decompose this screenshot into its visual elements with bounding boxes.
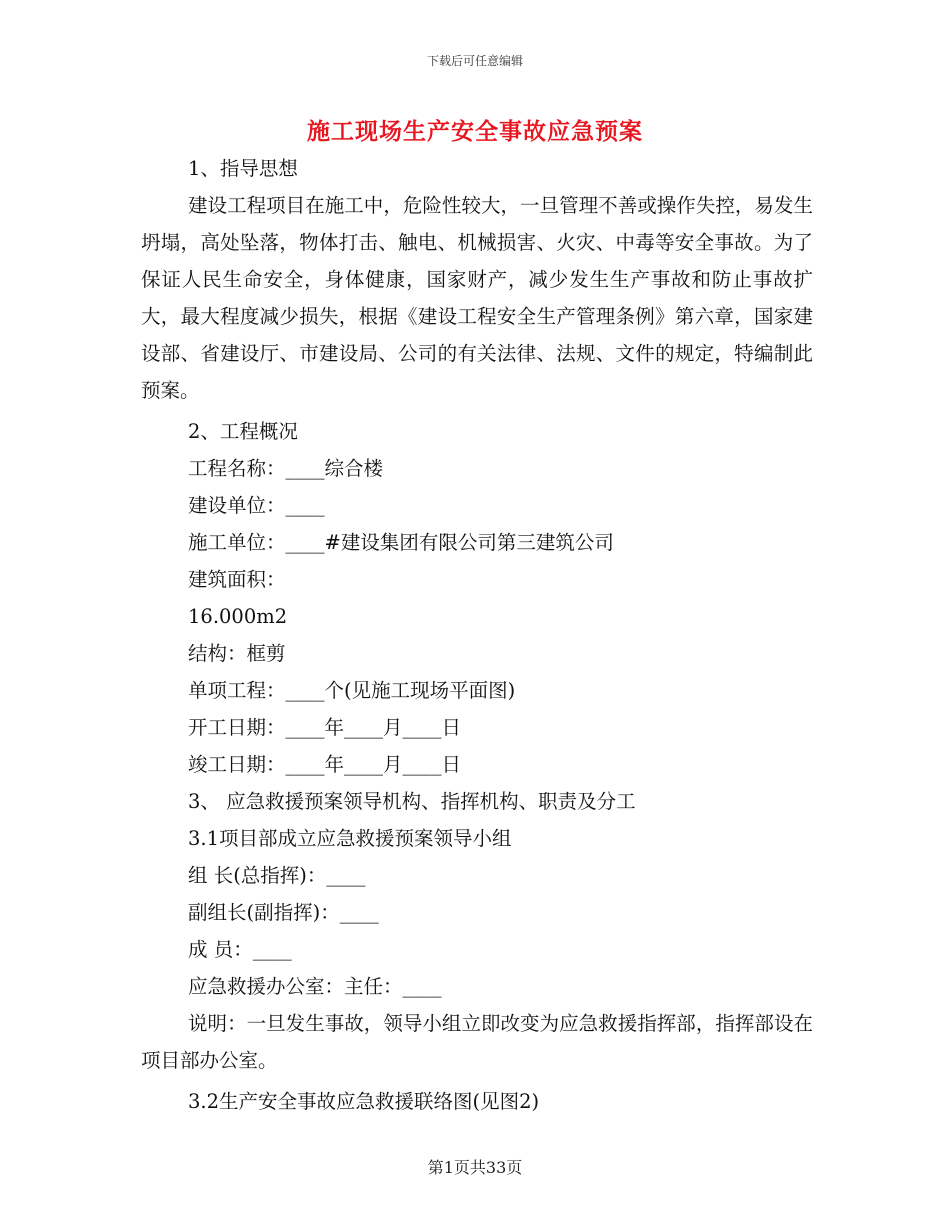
structure-field: 结构：框剪 xyxy=(188,642,286,665)
section-1-body: 建设工程项目在施工中，危险性较大，一旦管理不善或操作失控，易发生坍塌，高处坠落，物体打击、触电、机械损害、火灾、中毒等安全事故。为了保证人民生命安全，身体健康，国家财产，减少发生生产事故和防止事故扩大，最大程度减少损失，根据《建设工程安全生产管理条例》第六章，国家建设部、省建设厅、市建设局、公司的有关法律、法规、文件的规定，特编制此预案。 xyxy=(141,194,813,402)
document-body xyxy=(141,150,813,1120)
note-paragraph: 说明：一旦发生事故，领导小组立即改变为应急救援指挥部，指挥部设在项目部办公室。 xyxy=(141,1012,813,1072)
members-field: 成 员：____ xyxy=(188,938,292,961)
deputy-field: 副组长(副指挥)：____ xyxy=(188,901,379,924)
section-3-1-heading: 3.1项目部成立应急救援预案领导小组 xyxy=(188,827,512,850)
section-3-2-heading: 3.2生产安全事故应急救援联络图(见图2) xyxy=(188,1090,540,1113)
area-value: 16.000m2 xyxy=(188,605,288,628)
start-date-field: 开工日期：____年____月____日 xyxy=(188,716,462,739)
section-1-heading: 1、指导思想 xyxy=(188,157,298,180)
section-2-heading: 2、工程概况 xyxy=(188,420,298,443)
end-date-field: 竣工日期：____年____月____日 xyxy=(188,753,462,776)
office-field: 应急救援办公室：主任：____ xyxy=(188,975,442,998)
project-name-field: 工程名称：____综合楼 xyxy=(188,457,384,480)
area-label: 建筑面积： xyxy=(188,568,286,591)
contractor-field: 施工单位：____#建设集团有限公司第三建筑公司 xyxy=(188,531,614,554)
leader-field: 组 长(总指挥)：____ xyxy=(188,864,366,887)
single-items-field: 单项工程：____个(见施工现场平面图) xyxy=(188,679,516,702)
builder-field: 建设单位：____ xyxy=(188,494,325,517)
page-header-note: 下载后可任意编辑 xyxy=(426,54,523,68)
section-3-heading: 3、 应急救援预案领导机构、指挥机构、职责及分工 xyxy=(188,790,636,813)
page-footer: 第1页共33页 xyxy=(427,1158,523,1177)
document-title: 施工现场生产安全事故应急预案 xyxy=(307,118,643,145)
